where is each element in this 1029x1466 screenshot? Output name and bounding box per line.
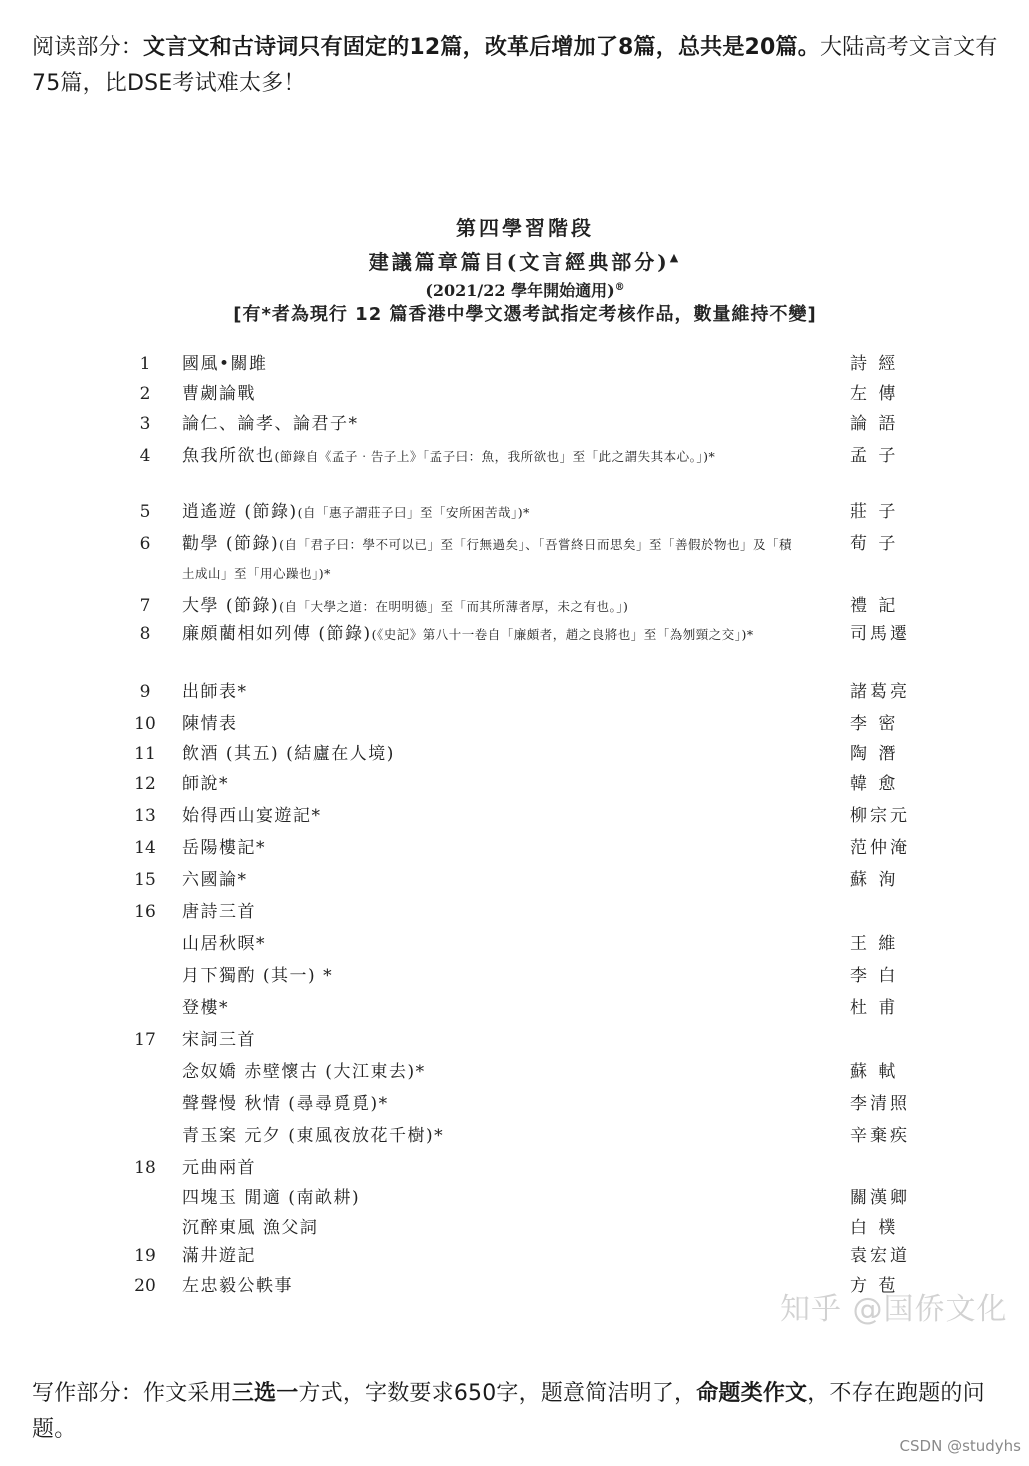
entry-note: (自「君子曰：學不可以已」至「行無過矣」、「吾嘗終日而思矣」至「善假於物也」及「積土成山」至「用心躁也」)* — [182, 537, 793, 581]
entry-title — [182, 930, 802, 958]
entry-author: 方 苞 — [850, 1276, 899, 1296]
entry-number: 5 — [139, 502, 151, 522]
entry-title-text: 出師表* — [182, 682, 248, 702]
entry-number: 11 — [134, 744, 156, 764]
entry-title — [182, 740, 802, 768]
entry-title-text: 聲聲慢 秋情 (尋尋覓覓)* — [182, 1094, 389, 1114]
entry-author: 左 傳 — [850, 384, 899, 404]
entry-number: 9 — [139, 682, 151, 702]
entry-title-text: 魚我所欲也 — [182, 446, 275, 466]
writing-rest: ，不存在跑题的问题。 — [32, 1381, 985, 1442]
reading-paragraph — [32, 30, 1007, 102]
entry-title-text: 逍遙遊 (節錄) — [182, 502, 298, 522]
reading-rest: 大陆高考文言文有75篇，比DSE考试难太多！ — [32, 35, 998, 96]
entry-title — [182, 710, 802, 738]
entry-title-text: 廉頗藺相如列傳 (節錄) — [182, 624, 372, 644]
entry-number: 7 — [139, 596, 151, 616]
entry-note: (自「惠子謂莊子曰」至「安所困苦哉」)* — [297, 505, 530, 520]
entry-title — [182, 498, 802, 527]
entry-title-text: 青玉案 元夕 (東風夜放花千樹)* — [182, 1126, 445, 1146]
registered-icon: ® — [614, 282, 625, 293]
entry-title — [182, 678, 802, 706]
entry-title — [182, 380, 802, 408]
entry-title — [182, 866, 802, 894]
entry-title-text: 滿井遊記 — [182, 1246, 256, 1266]
entry-author: 柳宗元 — [850, 806, 910, 826]
csdn-credit: CSDN @studyhs — [899, 1437, 1021, 1455]
entry-number: 12 — [134, 774, 156, 794]
entry-number: 13 — [134, 806, 156, 826]
entry-author: 孟 子 — [850, 446, 899, 466]
triangle-icon: ▲ — [669, 251, 682, 264]
doc-heading-year-text: (2021/22 學年開始適用) — [425, 281, 615, 300]
entry-number: 15 — [134, 870, 156, 890]
writing-lead: 写作部分：作文采用 — [32, 1381, 232, 1406]
entry-number: 3 — [139, 414, 151, 434]
entry-title — [182, 442, 802, 471]
entry-title — [182, 350, 802, 378]
entry-title-text: 曹劌論戰 — [182, 384, 256, 404]
writing-paragraph — [32, 1376, 1007, 1448]
entry-author: 禮 記 — [850, 596, 899, 616]
entry-title-text: 勸學 (節錄) — [182, 534, 280, 554]
entry-author: 辛棄疾 — [850, 1126, 910, 1146]
entry-title — [182, 620, 802, 649]
entry-title-text: 大學 (節錄) — [182, 596, 280, 616]
entry-note: (節錄自《孟子‧告子上》「孟子曰：魚，我所欲也」至「此之謂失其本心。」)* — [274, 449, 716, 464]
entry-title — [182, 1184, 802, 1212]
entry-title-text: 國風•關雎 — [182, 354, 268, 374]
entry-number: 6 — [139, 534, 151, 554]
entry-author: 袁宏道 — [850, 1246, 910, 1266]
doc-heading-title-text: 建議篇章篇目(文言經典部分) — [368, 250, 670, 274]
entry-note: (《史記》第八十一卷自「廉頗者，趙之良將也」至「為刎頸之交」)* — [371, 627, 754, 642]
entry-number: 18 — [134, 1158, 156, 1178]
entry-author: 諸葛亮 — [850, 682, 910, 702]
entry-title-text: 師說* — [182, 774, 229, 794]
entry-author: 王 維 — [850, 934, 899, 954]
entry-title-text: 左忠毅公軼事 — [182, 1276, 293, 1296]
entry-title-text: 月下獨酌 (其一) * — [182, 966, 334, 986]
entry-author: 蘇 洵 — [850, 870, 899, 890]
entry-author: 李清照 — [850, 1094, 910, 1114]
entry-author: 詩 經 — [850, 354, 899, 374]
entry-title — [182, 1058, 802, 1086]
scanned-document — [95, 205, 955, 1315]
entry-title — [182, 1214, 802, 1242]
entry-number: 1 — [139, 354, 151, 374]
reading-bold: 文言文和古诗词只有固定的12篇，改革后增加了8篇，总共是20篇。 — [143, 35, 820, 60]
entry-number: 20 — [134, 1276, 156, 1296]
entry-number: 10 — [134, 714, 156, 734]
entry-title-text: 元曲兩首 — [182, 1158, 256, 1178]
entry-title — [182, 1090, 802, 1118]
entry-number: 2 — [139, 384, 151, 404]
entry-author: 蘇 軾 — [850, 1062, 899, 1082]
entry-author: 白 樸 — [850, 1218, 899, 1238]
entry-title — [182, 1272, 802, 1300]
entry-title-text: 山居秋暝* — [182, 934, 266, 954]
entry-title — [182, 592, 802, 621]
entry-author: 李 密 — [850, 714, 899, 734]
entry-title — [182, 994, 802, 1022]
entry-title-text: 宋詞三首 — [182, 1030, 256, 1050]
entry-title-text: 陳情表 — [182, 714, 238, 734]
entry-title-text: 登樓* — [182, 998, 229, 1018]
entry-number: 19 — [134, 1246, 156, 1266]
entry-author: 關漢卿 — [850, 1188, 910, 1208]
doc-heading-title — [95, 243, 955, 277]
entry-title — [182, 834, 802, 862]
entry-number: 14 — [134, 838, 156, 858]
entry-author: 李 白 — [850, 966, 899, 986]
entry-title-text: 岳陽樓記* — [182, 838, 266, 858]
entry-number: 17 — [134, 1030, 156, 1050]
entry-title-text: 念奴嬌 赤壁懷古 (大江東去)* — [182, 1062, 426, 1082]
entry-author: 范仲淹 — [850, 838, 910, 858]
zhihu-watermark: 知乎 @国侨文化 — [780, 1292, 1008, 1327]
entry-title — [182, 530, 802, 588]
entry-title — [182, 410, 802, 438]
entry-title — [182, 1026, 802, 1054]
entry-author: 司馬遷 — [850, 624, 910, 644]
entry-title — [182, 898, 802, 926]
entry-number: 8 — [139, 624, 151, 644]
entry-title-text: 飲酒 (其五) (結廬在人境) — [182, 744, 395, 764]
entry-author: 論 語 — [850, 414, 899, 434]
entry-note: (自「大學之道：在明明德」至「而其所薄者厚，未之有也。」) — [279, 599, 629, 614]
entry-author: 韓 愈 — [850, 774, 899, 794]
entry-title — [182, 770, 802, 798]
entry-number: 4 — [139, 446, 151, 466]
entry-author: 莊 子 — [850, 502, 899, 522]
entry-number: 16 — [134, 902, 156, 922]
entry-title — [182, 962, 802, 990]
entry-author: 陶 潛 — [850, 744, 899, 764]
entry-author: 荀 子 — [850, 534, 899, 554]
entry-title-text: 論仁、論孝、論君子* — [182, 414, 359, 434]
writing-bold-1: 三选一 — [231, 1381, 299, 1406]
entry-author: 杜 甫 — [850, 998, 899, 1018]
entry-title — [182, 1154, 802, 1182]
entry-title — [182, 1242, 802, 1270]
doc-heading-note: [有*者為現行 12 篇香港中學文憑考試指定考核作品，數量維持不變] — [233, 304, 817, 325]
writing-mid: 方式，字数要求650字，题意简洁明了， — [298, 1381, 697, 1406]
entry-title-text: 六國論* — [182, 870, 248, 890]
entry-title-text: 唐詩三首 — [182, 902, 256, 922]
entry-title-text: 始得西山宴遊記* — [182, 806, 322, 826]
reading-lead: 阅读部分： — [32, 35, 144, 60]
writing-bold-2: 命题类作文 — [696, 1381, 808, 1406]
entry-title — [182, 802, 802, 830]
entry-title-text: 沉醉東風 漁父詞 — [182, 1218, 319, 1238]
doc-heading-stage: 第四學習階段 — [456, 216, 594, 240]
entry-title — [182, 1122, 802, 1150]
entry-title-text: 四塊玉 閒適 (南畝耕) — [182, 1188, 361, 1208]
